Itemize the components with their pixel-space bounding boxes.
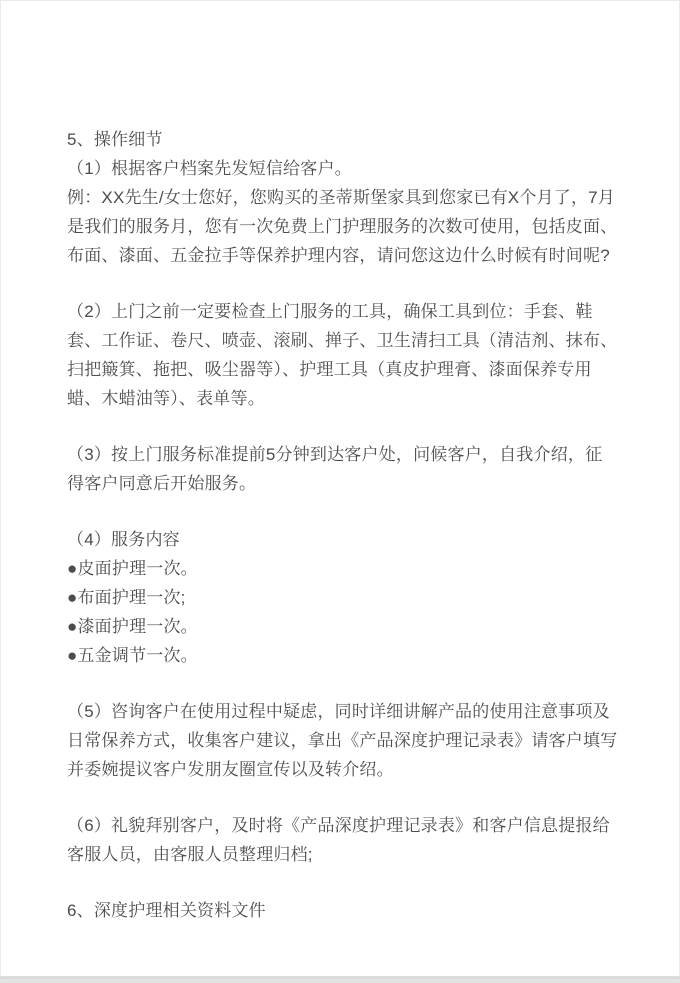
step-1-example-text: 例：XX先生/女士您好，您购买的圣蒂斯堡家具到您家已有X个月了，7月是我们的服务月，您有一次免费上门护理服务的次数可使用，包括皮面、布面、漆面、五金拉手等保养护理内容，请问您这边什么时候有时间呢? — [67, 188, 618, 265]
step-4-label: （4）服务内容 — [67, 530, 180, 549]
bullet-item-leather-care: ●皮面护理一次。 — [67, 559, 198, 578]
document-content — [1, 1, 680, 925]
bullet-item-paint-care: ●漆面护理一次。 — [67, 617, 198, 636]
section-5-heading: 5、操作细节 — [67, 130, 163, 149]
step-5-text: （5）咨询客户在使用过程中疑虑，同时详细讲解产品的使用注意事项及日常保养方式，收集客户建议，拿出《产品深度护理记录表》请客户填写并委婉提议客户发朋友圈宣传以及转介绍。 — [67, 702, 618, 779]
section-6-heading: 6、深度护理相关资料文件 — [67, 901, 266, 920]
step-3-text: （3）按上门服务标准提前5分钟到达客户处，问候客户，自我介绍，征得客户同意后开始服务。 — [67, 445, 603, 493]
step-1-text: （1）根据客户档案先发短信给客户。 — [67, 159, 352, 178]
bullet-item-hardware-adjust: ●五金调节一次。 — [67, 646, 198, 665]
step-6-text: （6）礼貌拜别客户，及时将《产品深度护理记录表》和客户信息提报给客服人员，由客服人员整理归档; — [67, 816, 610, 864]
bullet-item-fabric-care: ●布面护理一次; — [67, 588, 186, 607]
step-2-text: （2）上门之前一定要检查上门服务的工具，确保工具到位：手套、鞋套、工作证、卷尺、喷壶、滚刷、掸子、卫生清扫工具（清洁剂、抹布、扫把簸箕、拖把、吸尘器等）、护理工具（真皮护理膏、漆面保养专用蜡、木蜡油等）、表单等。 — [67, 302, 618, 408]
step-4-service-list — [67, 525, 619, 670]
